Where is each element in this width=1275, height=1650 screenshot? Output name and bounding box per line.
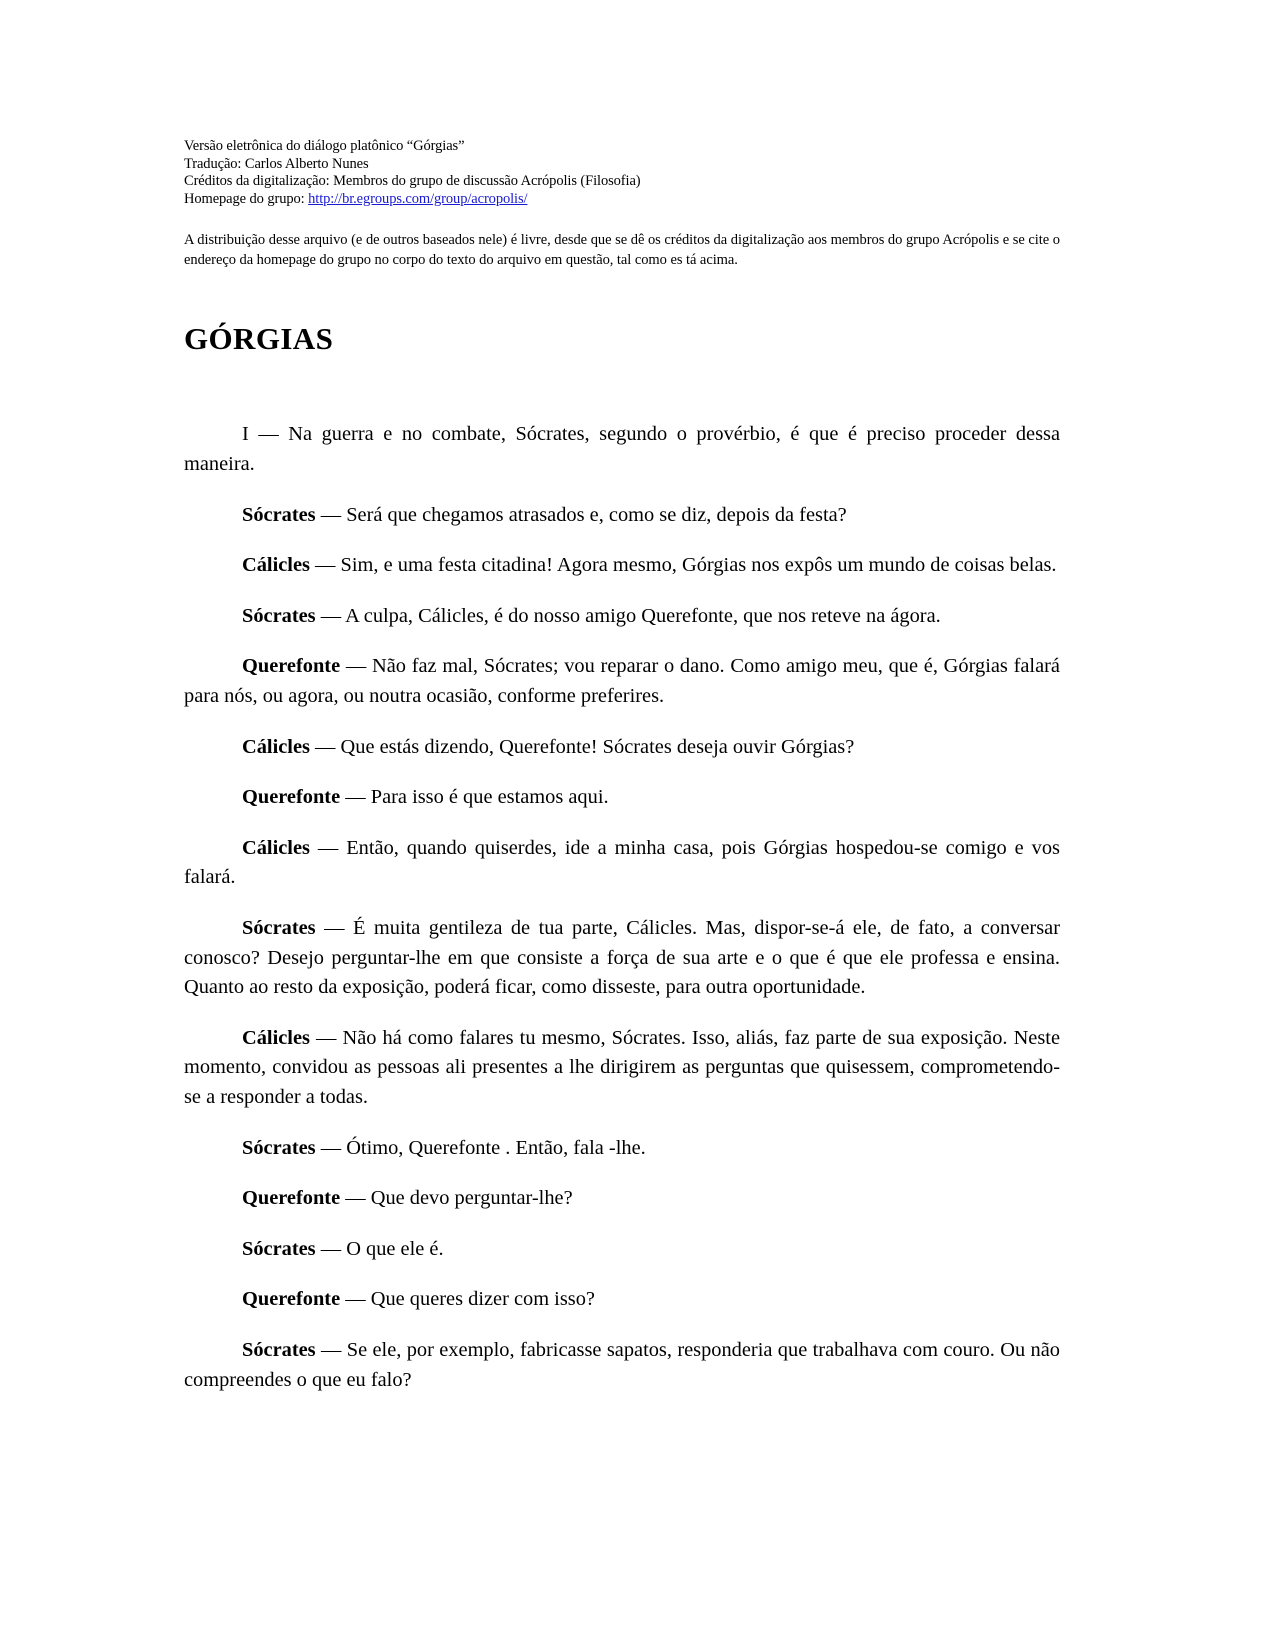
- homepage-label: Homepage do grupo:: [184, 190, 309, 207]
- credits-line-translation: Tradução: Carlos Alberto Nunes: [184, 155, 369, 172]
- speech-text: — É muita gentileza de tua parte, Cálicles. Mas, dispor-se-á ele, de fato, a conversar conosco? Desejo perguntar-lhe em que consiste a força de sua arte e o que é que ele professa e ensina. Quanto ao resto da exposição, poderá ficar, como disseste, para outra oportunidade.: [184, 917, 1060, 999]
- dialogue-body: [184, 420, 1060, 1395]
- dialogue-paragraph-13: [184, 1285, 1060, 1315]
- credits-line-version: Versão eletrônica do diálogo platônico “Górgias”: [184, 138, 465, 154]
- speaker-name: Sócrates: [242, 1136, 316, 1159]
- speaker-name: Querefonte: [242, 1187, 341, 1210]
- speech-text: — Se ele, por exemplo, fabricasse sapatos, responderia que trabalhava com couro. Ou não compreendes o que eu falo?: [184, 1338, 1060, 1391]
- credits-line-homepage: [184, 191, 1060, 209]
- speech-text: — Que queres dizer com isso?: [340, 1288, 595, 1311]
- speech-text: — Sim, e uma festa citadina! Agora mesmo, Górgias nos expôs um mundo de coisas belas.: [309, 554, 1057, 577]
- dialogue-paragraph-5: [184, 733, 1060, 763]
- credits-block: [184, 138, 1060, 208]
- dialogue-paragraph-4: [184, 652, 1060, 711]
- dialogue-paragraph-8: [184, 914, 1060, 1003]
- page-content: [184, 138, 1060, 1395]
- speaker-name: Sócrates: [242, 1237, 316, 1260]
- speech-text: — Não há como falares tu mesmo, Sócrates. Isso, aliás, faz parte de sua exposição. Neste momento, convidou as pessoas ali presentes a lhe dirigirem as perguntas que quisessem, comprometendo-se a responder a todas.: [184, 1026, 1060, 1108]
- speaker-name: Cálicles: [242, 836, 310, 859]
- page-title: GÓRGIAS: [184, 321, 334, 357]
- speaker-name: Cálicles: [242, 1026, 310, 1049]
- speech-text: — Ótimo, Querefonte . Então, fala -lhe.: [315, 1136, 646, 1159]
- dialogue-paragraph-3: [184, 602, 1060, 632]
- speech-text: — Que estás dizendo, Querefonte! Sócrates deseja ouvir Górgias?: [309, 735, 855, 758]
- dialogue-paragraph-11: [184, 1184, 1060, 1214]
- speech-text: — Será que chegamos atrasados e, como se diz, depois da festa?: [315, 503, 847, 526]
- credits-line-digitization: Créditos da digitalização: Membros do grupo de discussão Acrópolis (Filosofia): [184, 173, 641, 190]
- speaker-name: Sócrates: [242, 1338, 316, 1361]
- speaker-name: Querefonte: [242, 1288, 341, 1311]
- dialogue-paragraph-10: [184, 1134, 1060, 1164]
- speech-text: I — Na guerra e no combate, Sócrates, segundo o provérbio, é que é preciso proceder dessa maneira.: [184, 423, 1060, 476]
- speaker-name: Cálicles: [242, 735, 310, 758]
- speech-text: — Então, quando quiserdes, ide a minha casa, pois Górgias hospedou-se comigo e vos falará.: [184, 836, 1060, 889]
- speaker-name: Querefonte: [242, 786, 341, 809]
- homepage-link[interactable]: http://br.egroups.com/group/acropolis/: [308, 190, 528, 207]
- dialogue-paragraph-1: [184, 501, 1060, 531]
- distribution-notice: A distribuição desse arquivo (e de outros baseados nele) é livre, desde que se dê os créditos da digitalização aos membros do grupo Acrópolis e se cite o endereço da homepage do grupo no corpo do texto do arquivo em questão, tal como es tá acima.: [184, 232, 1060, 269]
- speaker-name: Cálicles: [242, 554, 310, 577]
- dialogue-paragraph-7: [184, 834, 1060, 893]
- speaker-name: Querefonte: [242, 655, 341, 678]
- dialogue-paragraph-9: [184, 1024, 1060, 1113]
- dialogue-paragraph-2: [184, 551, 1060, 581]
- speaker-name: Sócrates: [242, 503, 316, 526]
- speech-text: — O que ele é.: [315, 1237, 444, 1260]
- speaker-name: Sócrates: [242, 917, 316, 939]
- dialogue-paragraph-6: [184, 783, 1060, 813]
- dialogue-paragraph-0: [184, 420, 1060, 479]
- speech-text: — Que devo perguntar-lhe?: [340, 1187, 573, 1210]
- speech-text: — Não faz mal, Sócrates; vou reparar o dano. Como amigo meu, que é, Górgias falará para nós, ou agora, ou noutra ocasião, conforme preferires.: [184, 655, 1060, 708]
- speech-text: — A culpa, Cálicles, é do nosso amigo Querefonte, que nos reteve na ágora.: [315, 604, 941, 627]
- dialogue-paragraph-12: [184, 1235, 1060, 1265]
- speech-text: — Para isso é que estamos aqui.: [340, 786, 609, 809]
- speaker-name: Sócrates: [242, 604, 316, 627]
- dialogue-paragraph-14: [184, 1336, 1060, 1395]
